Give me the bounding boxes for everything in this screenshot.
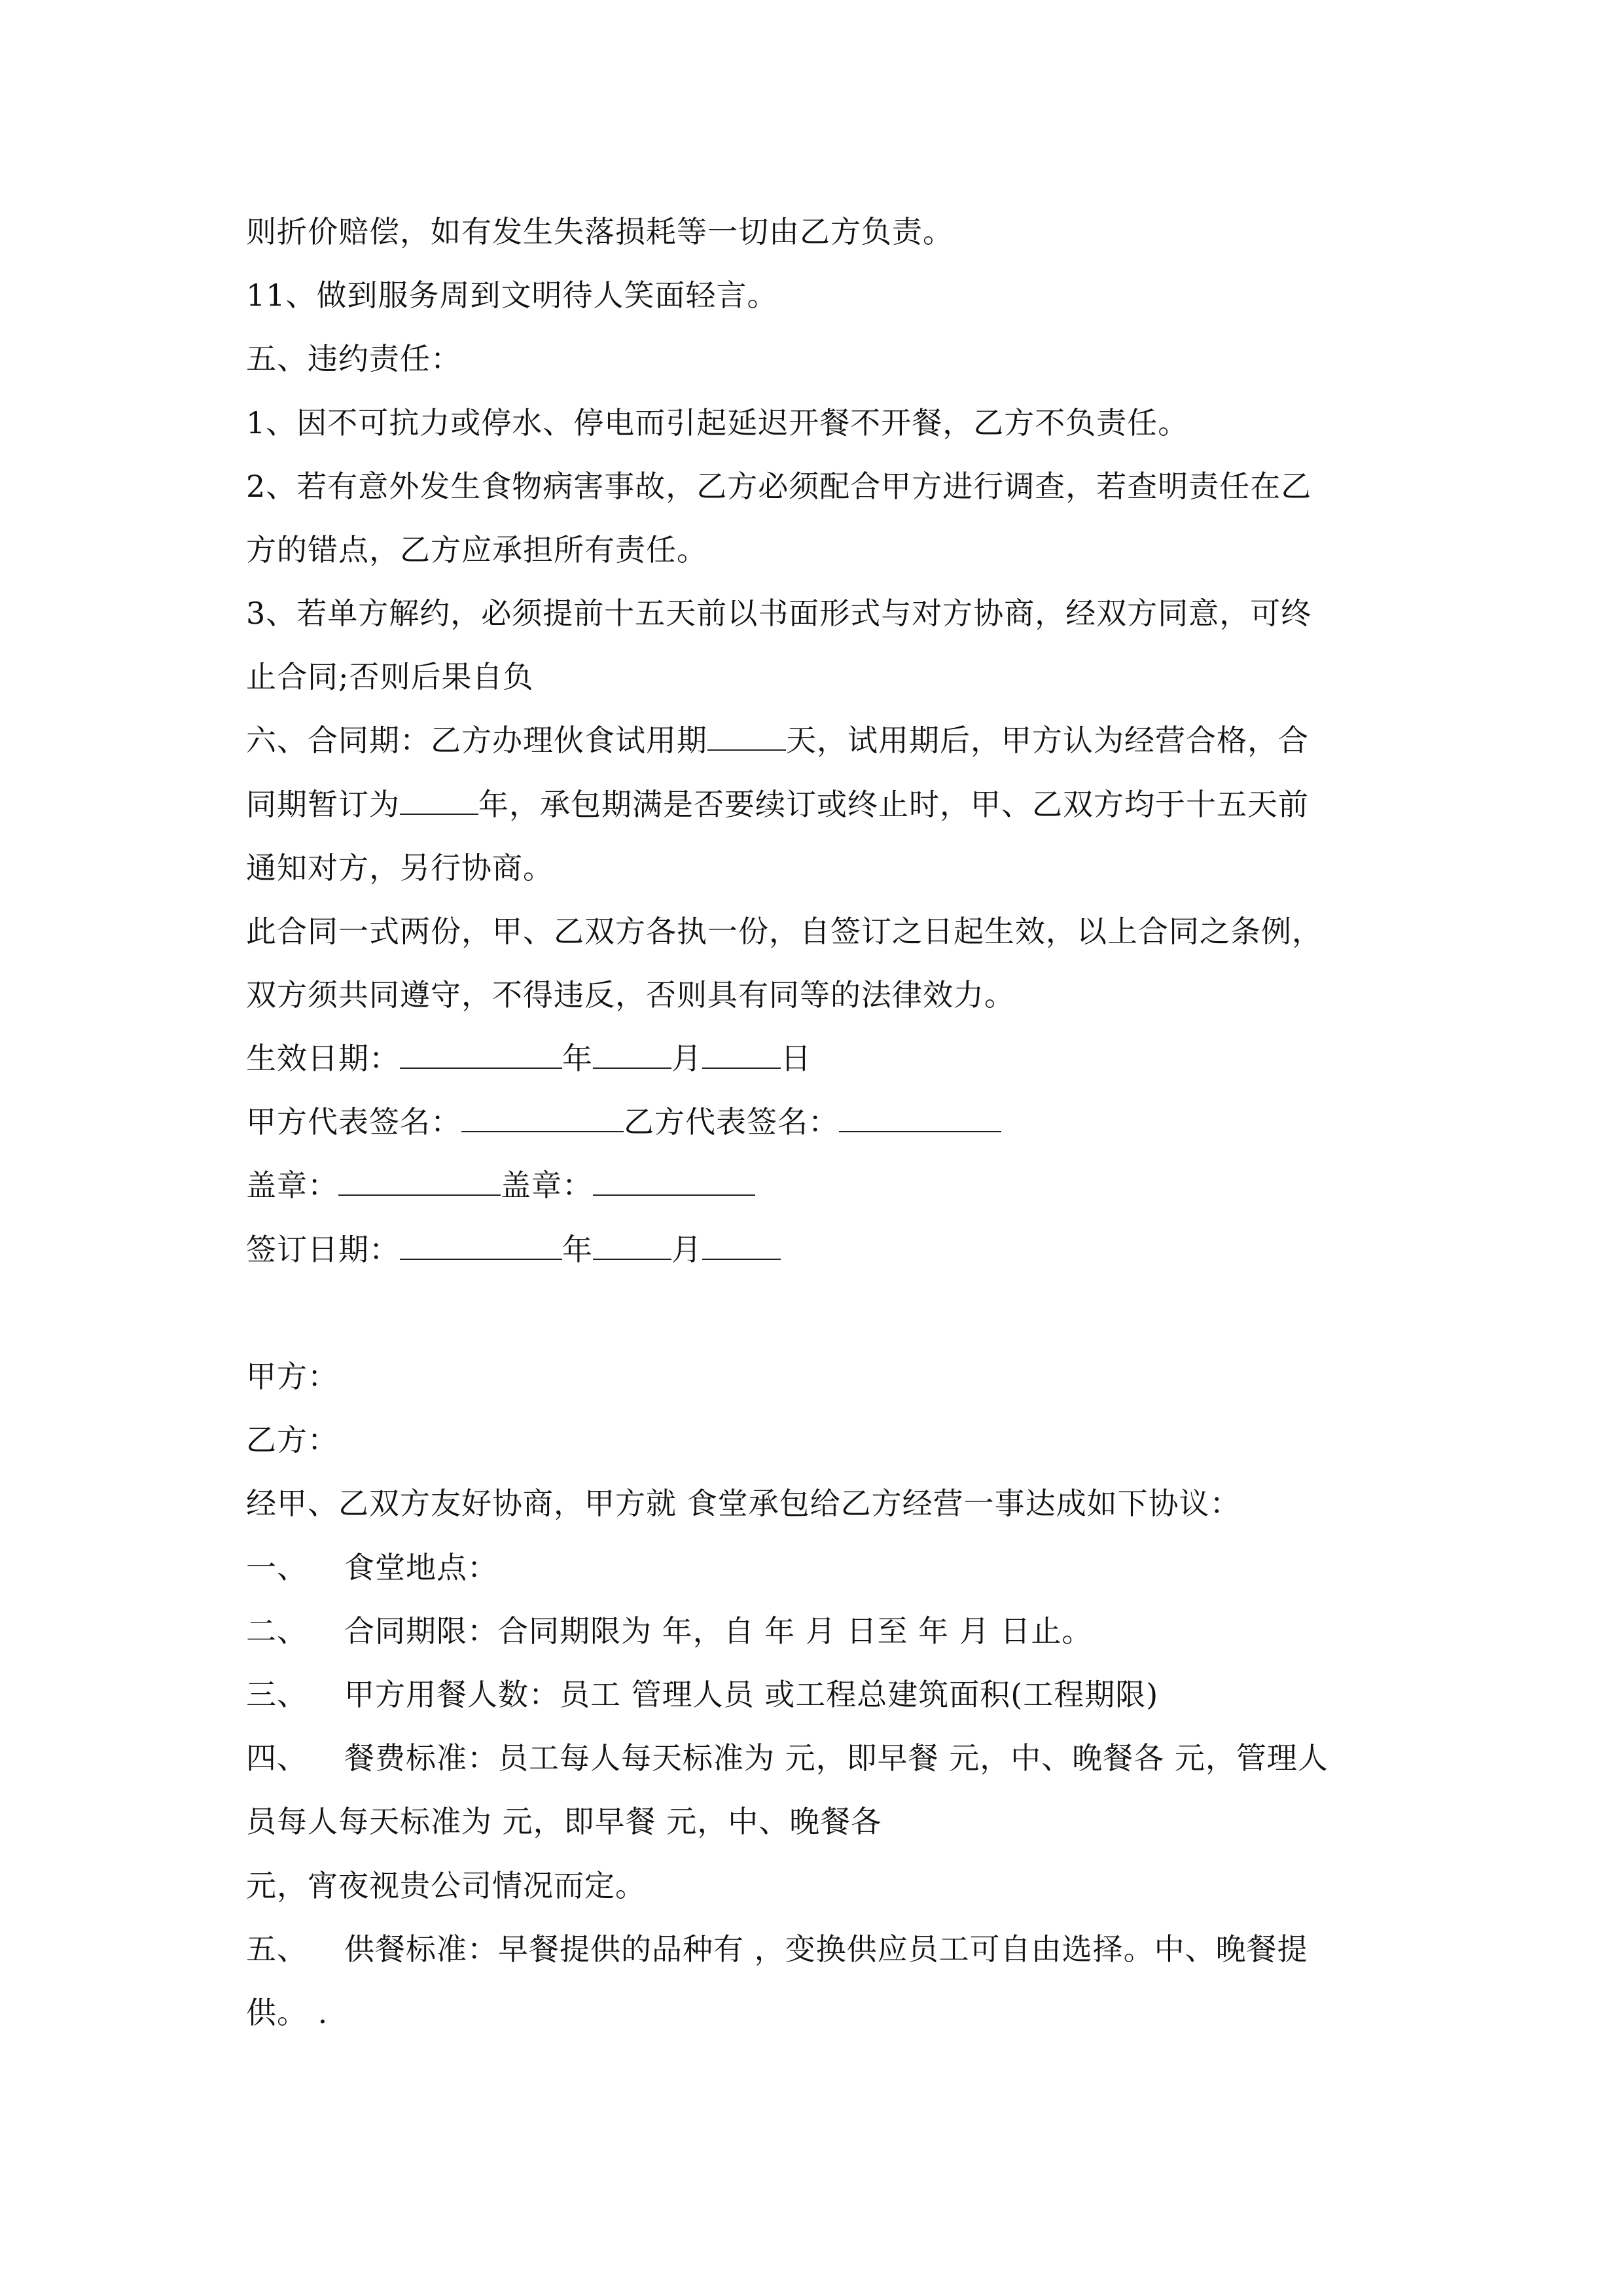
- text-line: 则折价赔偿，如有发生失落损耗等一切由乙方负责。: [246, 214, 954, 249]
- clause-text: 合同期限：合同期限为 年，自 年 月 日至 年 月 日止。: [344, 1613, 1093, 1649]
- clause-text: 甲方用餐人数：员工 管理人员 或工程总建筑面积(工程期限): [344, 1677, 1159, 1712]
- contract-period-text: 同期暂订为: [246, 787, 400, 822]
- blank-field[interactable]: [707, 721, 786, 751]
- blank-field[interactable]: [400, 785, 478, 815]
- section-heading: 五、违约责任：: [246, 341, 461, 376]
- year-blank[interactable]: [400, 1230, 562, 1260]
- text-line: 3、若单方解约，必须提前十五天前以书面形式与对方协商，经双方同意，可终: [246, 596, 1312, 631]
- seal-label: 盖章：: [246, 1168, 338, 1203]
- clause-number: 一、: [246, 1550, 308, 1585]
- year-label: 年: [562, 1232, 593, 1267]
- effective-date-label: 生效日期：: [246, 1041, 400, 1076]
- text-line: 方的错点，乙方应承担所有责任。: [246, 532, 707, 567]
- text-line: 11、做到服务周到文明待人笑面轻言。: [246, 278, 778, 313]
- clause-text: 食堂地点：: [344, 1550, 498, 1585]
- contract-period-line-2: [246, 785, 1398, 824]
- clause-item: [246, 1548, 1398, 1587]
- text-line: 2、若有意外发生食物病害事故，乙方必须配合甲方进行调查，若查明责任在乙: [246, 469, 1312, 504]
- day-label: 日: [781, 1041, 812, 1076]
- clause-number: 三、: [246, 1677, 308, 1712]
- clause-text: 供餐标准：早餐提供的品种有 ，变换供应员工可自由选择。中、晚餐提: [344, 1931, 1308, 1967]
- seal-line: [246, 1166, 1398, 1205]
- contract-period-text: 六、合同期：乙方办理伙食试用期: [246, 723, 707, 758]
- contract-period-text: 天，试用期后，甲方认为经营合格，合: [786, 723, 1309, 758]
- party-b-sign-blank[interactable]: [839, 1102, 1001, 1132]
- clause-item: [246, 1929, 1398, 1969]
- month-label: 月: [671, 1041, 702, 1076]
- seal-blank[interactable]: [593, 1166, 755, 1196]
- party-a-sign-blank[interactable]: [461, 1102, 624, 1132]
- text-line: 双方须共同遵守，不得违反，否则具有同等的法律效力。: [246, 977, 1015, 1013]
- party-a-sign-label: 甲方代表签名：: [246, 1104, 461, 1139]
- contract-period-text: 年，承包期满是否要续订或终止时，甲、乙双方均于十五天前: [478, 787, 1309, 822]
- month-blank[interactable]: [593, 1039, 671, 1069]
- text-line: 止合同;否则后果自负: [246, 659, 534, 694]
- month-label: 月: [671, 1232, 702, 1267]
- signature-line: [246, 1102, 1398, 1141]
- text-line: 元，宵夜视贵公司情况而定。: [246, 1868, 646, 1903]
- clause-text: 餐费标准：员工每人每天标准为 元，即早餐 元，中、晚餐各 元，管理人: [344, 1740, 1329, 1776]
- text-line: 1、因不可抗力或停水、停电而引起延迟开餐不开餐，乙方不负责任。: [246, 405, 1189, 440]
- text-line: 此合同一式两份，甲、乙双方各执一份，自签订之日起生效，以上合同之条例，: [246, 914, 1323, 949]
- party-a-line: 甲方：: [246, 1359, 338, 1394]
- effective-date-line: [246, 1039, 1398, 1078]
- clause-item: [246, 1738, 1398, 1778]
- clause-item: [246, 1611, 1398, 1651]
- month-blank[interactable]: [593, 1230, 671, 1260]
- year-blank[interactable]: [400, 1039, 562, 1069]
- day-blank[interactable]: [702, 1039, 781, 1069]
- text-line: 员每人每天标准为 元，即早餐 元，中、晚餐各: [246, 1804, 882, 1839]
- contract-period-line-1: [246, 721, 1398, 760]
- party-b-sign-label: 乙方代表签名：: [624, 1104, 839, 1139]
- sign-date-line: [246, 1230, 1398, 1269]
- clause-item: [246, 1675, 1398, 1714]
- party-b-line: 乙方：: [246, 1422, 338, 1458]
- seal-blank[interactable]: [338, 1166, 501, 1196]
- day-blank[interactable]: [702, 1230, 781, 1260]
- text-line: 通知对方，另行协商。: [246, 850, 554, 886]
- seal-label: 盖章：: [501, 1168, 593, 1203]
- clause-number: 五、: [246, 1931, 308, 1967]
- sign-date-label: 签订日期：: [246, 1232, 400, 1267]
- text-line: 供。 .: [246, 1995, 329, 2030]
- clause-number: 四、: [246, 1740, 308, 1776]
- year-label: 年: [562, 1041, 593, 1076]
- clause-number: 二、: [246, 1613, 308, 1649]
- intro-line: 经甲、乙双方友好协商，甲方就 食堂承包给乙方经营一事达成如下协议：: [246, 1486, 1241, 1521]
